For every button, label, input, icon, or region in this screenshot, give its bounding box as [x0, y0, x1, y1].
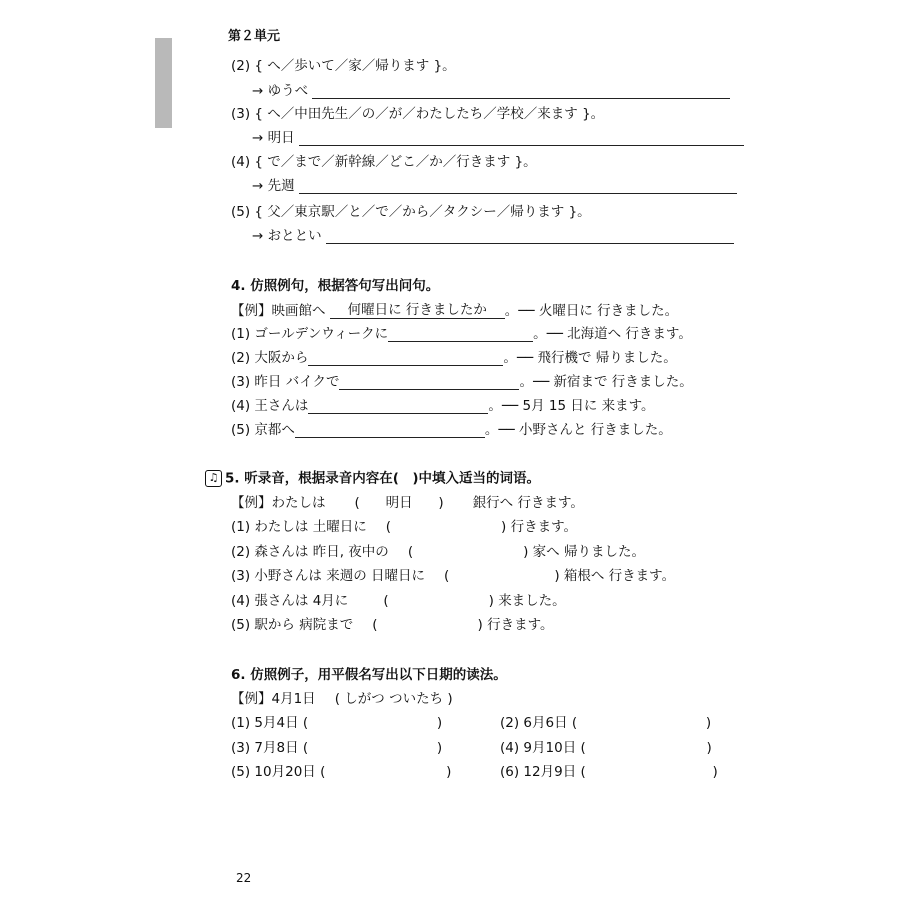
s5-item-3: [231, 568, 675, 584]
s3-item-2: [231, 58, 456, 74]
item-number: (3): [231, 106, 251, 122]
item-number: (1): [231, 326, 251, 342]
s5-example: [231, 495, 584, 511]
s4-example: [231, 302, 678, 319]
open-paren: (: [302, 740, 309, 756]
open-paren: (: [302, 715, 309, 731]
open-paren: (: [407, 544, 414, 560]
example-label: 【例】わたしは: [231, 495, 326, 511]
section4-heading: 4. 仿照例句，根据答句写出问句。: [231, 278, 440, 294]
item-number: (4): [500, 740, 520, 756]
dash: 。──: [533, 326, 563, 342]
answer-blank[interactable]: [339, 389, 519, 390]
item-number: (5): [231, 764, 251, 780]
example-tail: 銀行へ 行きます。: [472, 495, 584, 511]
s6-item-1: [231, 715, 442, 731]
example-answer: 火曜日に 行きました。: [538, 303, 679, 319]
item-date: 7月8日: [254, 740, 299, 756]
item-number: (4): [231, 593, 251, 609]
open-paren: (: [580, 740, 586, 756]
open-paren: (: [571, 715, 578, 731]
item-number: (4): [231, 398, 251, 414]
close-paren: ): [501, 519, 507, 535]
item-prompt: ゴールデンウィークに: [254, 326, 389, 342]
dash: 。──: [488, 398, 519, 414]
item-number: (5): [231, 617, 251, 633]
item-answer: 飛行機で 帰りました。: [537, 350, 677, 366]
close-paren: ): [436, 740, 443, 756]
item-prompt: 昨日 バイクで: [254, 374, 340, 390]
s4-item-3: [231, 374, 693, 390]
s3-answer-4: [252, 178, 737, 194]
example-label: 【例】4月1日: [231, 691, 316, 707]
answer-blank[interactable]: [312, 98, 730, 99]
item-prompt: 張さんは 4月に: [254, 593, 349, 609]
close-paren: ): [446, 764, 452, 780]
example-label: 【例】映画館へ: [231, 303, 326, 319]
s6-item-6: [500, 764, 718, 780]
s5-item-4: [231, 593, 566, 609]
s3-item-4: [231, 154, 537, 170]
item-number: (3): [231, 374, 251, 390]
open-paren: (: [444, 568, 450, 584]
item-number: (6): [500, 764, 520, 780]
item-answer: 5月 15 日に 来ます。: [522, 398, 655, 414]
answer-blank[interactable]: [308, 413, 488, 414]
item-number: (4): [231, 154, 251, 170]
s4-item-4: [231, 398, 655, 414]
close-paren: ): [447, 691, 453, 707]
item-date: 10月20日: [254, 764, 316, 780]
s5-item-2: [231, 544, 645, 560]
item-number: (3): [231, 568, 251, 584]
s3-item-5: [231, 204, 591, 220]
answer-blank[interactable]: [295, 437, 485, 438]
s5-item-5: [231, 617, 554, 633]
item-number: (2): [231, 350, 251, 366]
s6-example: [231, 691, 453, 707]
close-paren: ): [523, 544, 529, 560]
s6-item-2: [500, 715, 711, 731]
headphones-icon[interactable]: ♫: [205, 470, 222, 487]
item-date: 9月10日: [523, 740, 577, 756]
close-paren: ): [706, 740, 712, 756]
answer-blank[interactable]: [388, 341, 533, 342]
item-number: (1): [231, 519, 251, 535]
close-paren: ): [488, 593, 494, 609]
s6-item-5: [231, 764, 451, 780]
item-prompt: 京都へ: [254, 422, 295, 438]
open-paren: (: [385, 519, 392, 535]
item-prompt: 大阪から: [254, 350, 309, 366]
item-number: (2): [231, 58, 251, 74]
open-paren: (: [580, 764, 586, 780]
item-number: (2): [500, 715, 520, 731]
open-paren: (: [372, 617, 378, 633]
close-paren: ): [705, 715, 712, 731]
answer-blank[interactable]: [308, 365, 503, 366]
item-prompt: 小野さんは 来週の 日曜日に: [254, 568, 426, 584]
s3-answer-2: [252, 83, 730, 99]
item-date: 12月9日: [523, 764, 577, 780]
dash: 。──: [484, 422, 515, 438]
s3-item-3: [231, 106, 604, 122]
answer-blank[interactable]: [326, 243, 734, 244]
item-date: 6月6日: [523, 715, 568, 731]
s6-item-4: [500, 740, 712, 756]
answer-prefix: → 先週: [252, 178, 295, 194]
open-paren: (: [334, 691, 340, 707]
open-paren: (: [354, 495, 360, 511]
example-answer-blank: 何曜日に 行きましたか: [330, 302, 505, 319]
example-filled: 明日: [385, 495, 413, 511]
answer-prefix: → ゆうべ: [252, 83, 309, 99]
item-prompt: 王さんは: [254, 398, 309, 414]
s6-item-3: [231, 740, 442, 756]
page-number: 22: [236, 871, 252, 885]
s4-item-1: [231, 326, 692, 342]
example-reading: しがつ ついたち: [344, 691, 444, 707]
section5-heading: 5. 听录音，根据录音内容在( )中填入适当的词语。: [225, 470, 541, 487]
answer-blank[interactable]: [299, 193, 737, 194]
s3-answer-5: [252, 228, 734, 244]
unit-label: 第２単元: [228, 29, 281, 44]
close-paren: ): [712, 764, 718, 780]
item-answer: 新宿まで 行きました。: [553, 374, 693, 390]
answer-blank[interactable]: [299, 145, 744, 146]
item-prompt: 森さんは 昨日, 夜中の: [254, 544, 389, 560]
item-tail: 行きます。: [487, 617, 554, 633]
item-answer: 北海道へ 行きます。: [567, 326, 692, 342]
item-number: (5): [231, 422, 251, 438]
item-prompt: 駅から 病院まで: [254, 617, 354, 633]
item-text: { 父／東京駅／と／で／から／タクシー／帰ります }。: [254, 204, 591, 220]
dash: 。──: [504, 303, 535, 319]
item-text: { で／まで／新幹線／どこ／か／行きます }。: [254, 154, 537, 170]
item-tail: 行きます。: [510, 519, 578, 535]
item-tail: 箱根へ 行きます。: [563, 568, 676, 584]
answer-prefix: → おととい: [252, 228, 322, 244]
answer-prefix: → 明日: [252, 130, 295, 146]
s4-item-5: [231, 422, 672, 438]
item-number: (5): [231, 204, 251, 220]
close-paren: ): [554, 568, 560, 584]
item-number: (2): [231, 544, 251, 560]
item-date: 5月4日: [254, 715, 299, 731]
close-paren: ): [477, 617, 483, 633]
section6-heading: 6. 仿照例子，用平假名写出以下日期的读法。: [231, 667, 507, 683]
item-tail: 家へ 帰りました。: [532, 544, 645, 560]
dash: 。──: [519, 374, 550, 390]
item-number: (1): [231, 715, 251, 731]
side-tab-marker: [155, 38, 172, 128]
item-text: { へ／歩いて／家／帰ります }。: [254, 58, 456, 74]
open-paren: (: [320, 764, 326, 780]
close-paren: ): [436, 715, 443, 731]
item-tail: 来ました。: [498, 593, 566, 609]
s4-item-2: [231, 350, 677, 366]
item-prompt: わたしは 土曜日に: [254, 519, 367, 535]
section5-heading-row: [205, 470, 540, 487]
item-answer: 小野さんと 行きました。: [518, 422, 672, 438]
open-paren: (: [383, 593, 389, 609]
item-number: (3): [231, 740, 251, 756]
s3-answer-3: [252, 130, 744, 146]
dash: 。──: [503, 350, 534, 366]
s5-item-1: [231, 519, 577, 535]
close-paren: ): [438, 495, 444, 511]
item-text: { へ／中田先生／の／が／わたしたち／学校／来ます }。: [254, 106, 605, 122]
